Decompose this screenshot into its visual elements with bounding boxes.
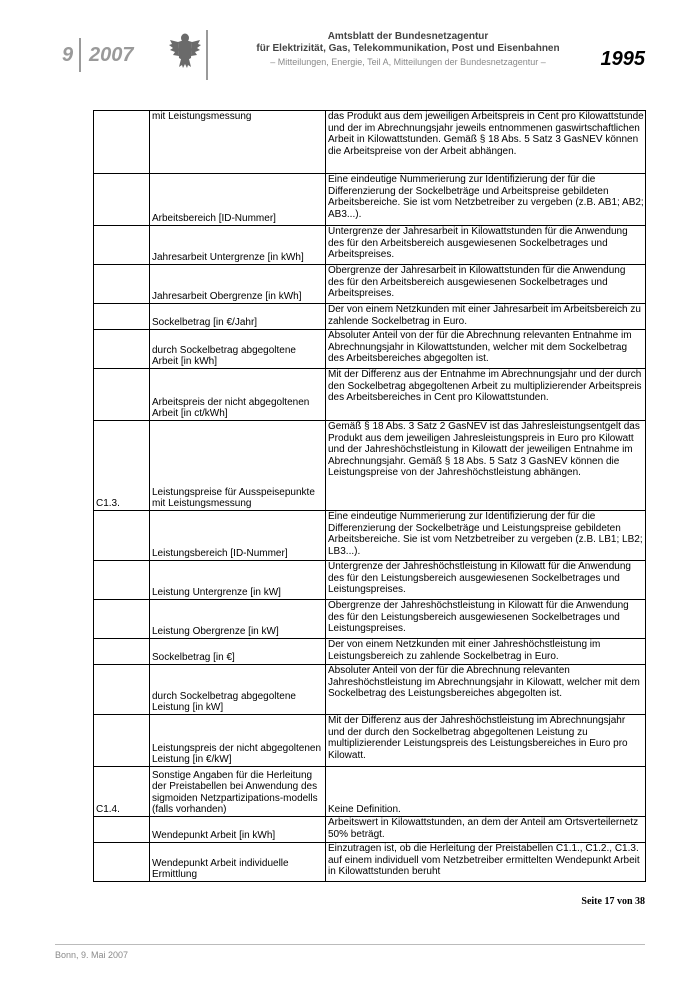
table-row bbox=[94, 600, 646, 639]
row-description: das Produkt aus dem jeweiligen Arbeitspreis in Cent pro Kilowattstunde und der im Abrechnungsjahr jeweils entnommenen gaswirtschaftlichen Arbeit in Kilowattstunden. Gemäß § 18 Abs. 5 Satz 3 GasNEV können die Arbeitspreise von der Arbeit abhängen. bbox=[326, 111, 646, 174]
row-label: Sonstige Angaben für die Herleitung der Preistabellen bei Anwendung des sigmoiden Netzpartizipations-modells (falls vorhanden) bbox=[150, 767, 326, 817]
row-label: Leistung Untergrenze [in kW] bbox=[150, 561, 326, 600]
footer-divider bbox=[55, 944, 645, 945]
page-of-total: Seite 17 von 38 bbox=[581, 896, 645, 907]
row-label: Jahresarbeit Obergrenze [in kWh] bbox=[150, 265, 326, 304]
journal-title bbox=[218, 31, 598, 55]
table-row bbox=[94, 304, 646, 330]
row-description: Der von einem Netzkunden mit einer Jahreshöchstleistung im Leistungsbereich zu zahlende Sockelbetrag in Euro. bbox=[326, 639, 646, 665]
row-id bbox=[94, 174, 150, 226]
row-description: Untergrenze der Jahresarbeit in Kilowattstunden für die Anwendung des für den Arbeitsbereich ausgewiesenen Sockelbetrages und Arbeitspreises. bbox=[326, 226, 646, 265]
row-label: Leistungspreis der nicht abgegoltenen Leistung [in €/kW] bbox=[150, 715, 326, 767]
row-description: Keine Definition. bbox=[326, 767, 646, 817]
row-id bbox=[94, 304, 150, 330]
issue-year: 2007 bbox=[89, 44, 134, 66]
row-description: Absoluter Anteil von der für die Abrechnung relevanten Entnahme im Abrechnungsjahr in Kilowattstunden, welcher mit dem Sockelbetrag des Arbeitsbereiches abgegolten ist. bbox=[326, 330, 646, 369]
table-row bbox=[94, 561, 646, 600]
table-row bbox=[94, 715, 646, 767]
table-row bbox=[94, 817, 646, 843]
journal-title-line-2: für Elektrizität, Gas, Telekommunikation, Post und Eisenbahnen bbox=[256, 43, 560, 54]
issue-separator bbox=[79, 38, 81, 72]
row-id: C1.3. bbox=[94, 421, 150, 511]
row-label: Arbeitsbereich [ID-Nummer] bbox=[150, 174, 326, 226]
row-description: Arbeitswert in Kilowattstunden, an dem der Anteil am Ortsverteilernetz 50% beträgt. bbox=[326, 817, 646, 843]
row-description: Mit der Differenz aus der Entnahme im Abrechnungsjahr und der durch den Sockelbetrag abgegoltenen Arbeit zu multiplizierender Arbeitspreis des Arbeitsbereiches in Cent pro Kilowattstunden. bbox=[326, 369, 646, 421]
row-id bbox=[94, 111, 150, 174]
row-description: Gemäß § 18 Abs. 3 Satz 2 GasNEV ist das Jahresleistungsentgelt das Produkt aus dem jeweiligen Jahresleistungspreis in Euro pro Kilowatt und der Jahreshöchstleistung in Kilowatt der jeweiligen Entnahme im Abrechnungsjahr. Gemäß § 18 Abs. 5 Satz 3 GasNEV können die Leistungspreise von der Jahreshöchstleistung abhängen. bbox=[326, 421, 646, 511]
federal-eagle-icon bbox=[168, 30, 202, 70]
row-description: Absoluter Anteil von der für die Abrechnung relevanten Jahreshöchstleistung im Abrechnungsjahr in Kilowatt, welcher mit dem Sockelbetrag des Leistungsbereiches abgegolten ist. bbox=[326, 665, 646, 715]
row-label: Wendepunkt Arbeit individuelle Ermittlung bbox=[150, 843, 326, 882]
row-label: Wendepunkt Arbeit [in kWh] bbox=[150, 817, 326, 843]
row-label: mit Leistungsmessung bbox=[150, 111, 326, 174]
row-id bbox=[94, 511, 150, 561]
row-id bbox=[94, 665, 150, 715]
journal-title-line-1: Amtsblatt der Bundesnetzagentur bbox=[327, 31, 489, 42]
row-description: Obergrenze der Jahreshöchstleistung in Kilowatt für die Anwendung des für den Leistungsbereich ausgewiesenen Sockelbetrages und Leistungspreises. bbox=[326, 600, 646, 639]
journal-subtitle: – Mitteilungen, Energie, Teil A, Mitteilungen der Bundesnetzagentur – bbox=[270, 57, 546, 67]
row-id bbox=[94, 330, 150, 369]
row-id bbox=[94, 369, 150, 421]
row-label: durch Sockelbetrag abgegoltene Leistung [in kW] bbox=[150, 665, 326, 715]
table-row bbox=[94, 226, 646, 265]
row-description: Untergrenze der Jahreshöchstleistung in Kilowatt für die Anwendung des für den Leistungsbereich ausgewiesenen Sockelbetrages und Leistungspreises. bbox=[326, 561, 646, 600]
row-description: Eine eindeutige Nummerierung zur Identifizierung der für die Differenzierung der Sockelbeträge und Arbeitspreise gebildeten Arbeitsbereiche. Sie ist vom Netzbetreiber zu vergeben (z.B. AB1; AB2; AB3...). bbox=[326, 174, 646, 226]
table-row bbox=[94, 369, 646, 421]
row-label: Arbeitspreis der nicht abgegoltenen Arbeit [in ct/kWh] bbox=[150, 369, 326, 421]
row-id bbox=[94, 600, 150, 639]
table-row bbox=[94, 111, 646, 174]
table-row bbox=[94, 330, 646, 369]
table-row bbox=[94, 639, 646, 665]
table-row bbox=[94, 665, 646, 715]
row-id bbox=[94, 817, 150, 843]
row-id bbox=[94, 843, 150, 882]
page-number: 1995 bbox=[600, 48, 645, 70]
row-label: Sockelbetrag [in €] bbox=[150, 639, 326, 665]
row-id: C1.4. bbox=[94, 767, 150, 817]
definitions-table bbox=[93, 110, 646, 882]
footer-date: Bonn, 9. Mai 2007 bbox=[55, 950, 129, 960]
row-id bbox=[94, 265, 150, 304]
row-label: Leistungsbereich [ID-Nummer] bbox=[150, 511, 326, 561]
row-label: Leistung Obergrenze [in kW] bbox=[150, 600, 326, 639]
row-id bbox=[94, 715, 150, 767]
table-row bbox=[94, 511, 646, 561]
row-label: Jahresarbeit Untergrenze [in kWh] bbox=[150, 226, 326, 265]
table-row bbox=[94, 174, 646, 226]
header-divider bbox=[206, 30, 208, 80]
row-description: Obergrenze der Jahresarbeit in Kilowattstunden für die Anwendung des für den Arbeitsbereich ausgewiesenen Sockelbetrages und Arbeitspreises. bbox=[326, 265, 646, 304]
row-description: Mit der Differenz aus der Jahreshöchstleistung im Abrechnungsjahr und der durch den Sockelbetrag abgegoltenen Leistung zu multiplizierender Leistungspreis des Leistungsbereiches in Euro pro Kilowatt. bbox=[326, 715, 646, 767]
table-row bbox=[94, 767, 646, 817]
row-id bbox=[94, 561, 150, 600]
row-description: Einzutragen ist, ob die Herleitung der Preistabellen C1.1., C1.2., C1.3. auf einem individuell vom Netzbetreiber ermittelten Wendepunkt Arbeit in Kilowattstunden beruht bbox=[326, 843, 646, 882]
issue-number: 9 bbox=[62, 44, 74, 66]
row-label: Sockelbetrag [in €/Jahr] bbox=[150, 304, 326, 330]
row-description: Eine eindeutige Nummerierung zur Identifizierung der für die Differenzierung der Sockelbeträge und Leistungspreise gebildeten Arbeitsbereiche. Sie ist vom Netzbetreiber zu vergeben (z.B. LB1; LB2; LB3...). bbox=[326, 511, 646, 561]
row-label: durch Sockelbetrag abgegoltene Arbeit [in kWh] bbox=[150, 330, 326, 369]
table-row bbox=[94, 421, 646, 511]
table-row bbox=[94, 265, 646, 304]
table-row bbox=[94, 843, 646, 882]
row-id bbox=[94, 639, 150, 665]
row-description: Der von einem Netzkunden mit einer Jahresarbeit im Arbeitsbereich zu zahlende Sockelbetrag in Euro. bbox=[326, 304, 646, 330]
row-label: Leistungspreise für Ausspeisepunkte mit Leistungsmessung bbox=[150, 421, 326, 511]
row-id bbox=[94, 226, 150, 265]
